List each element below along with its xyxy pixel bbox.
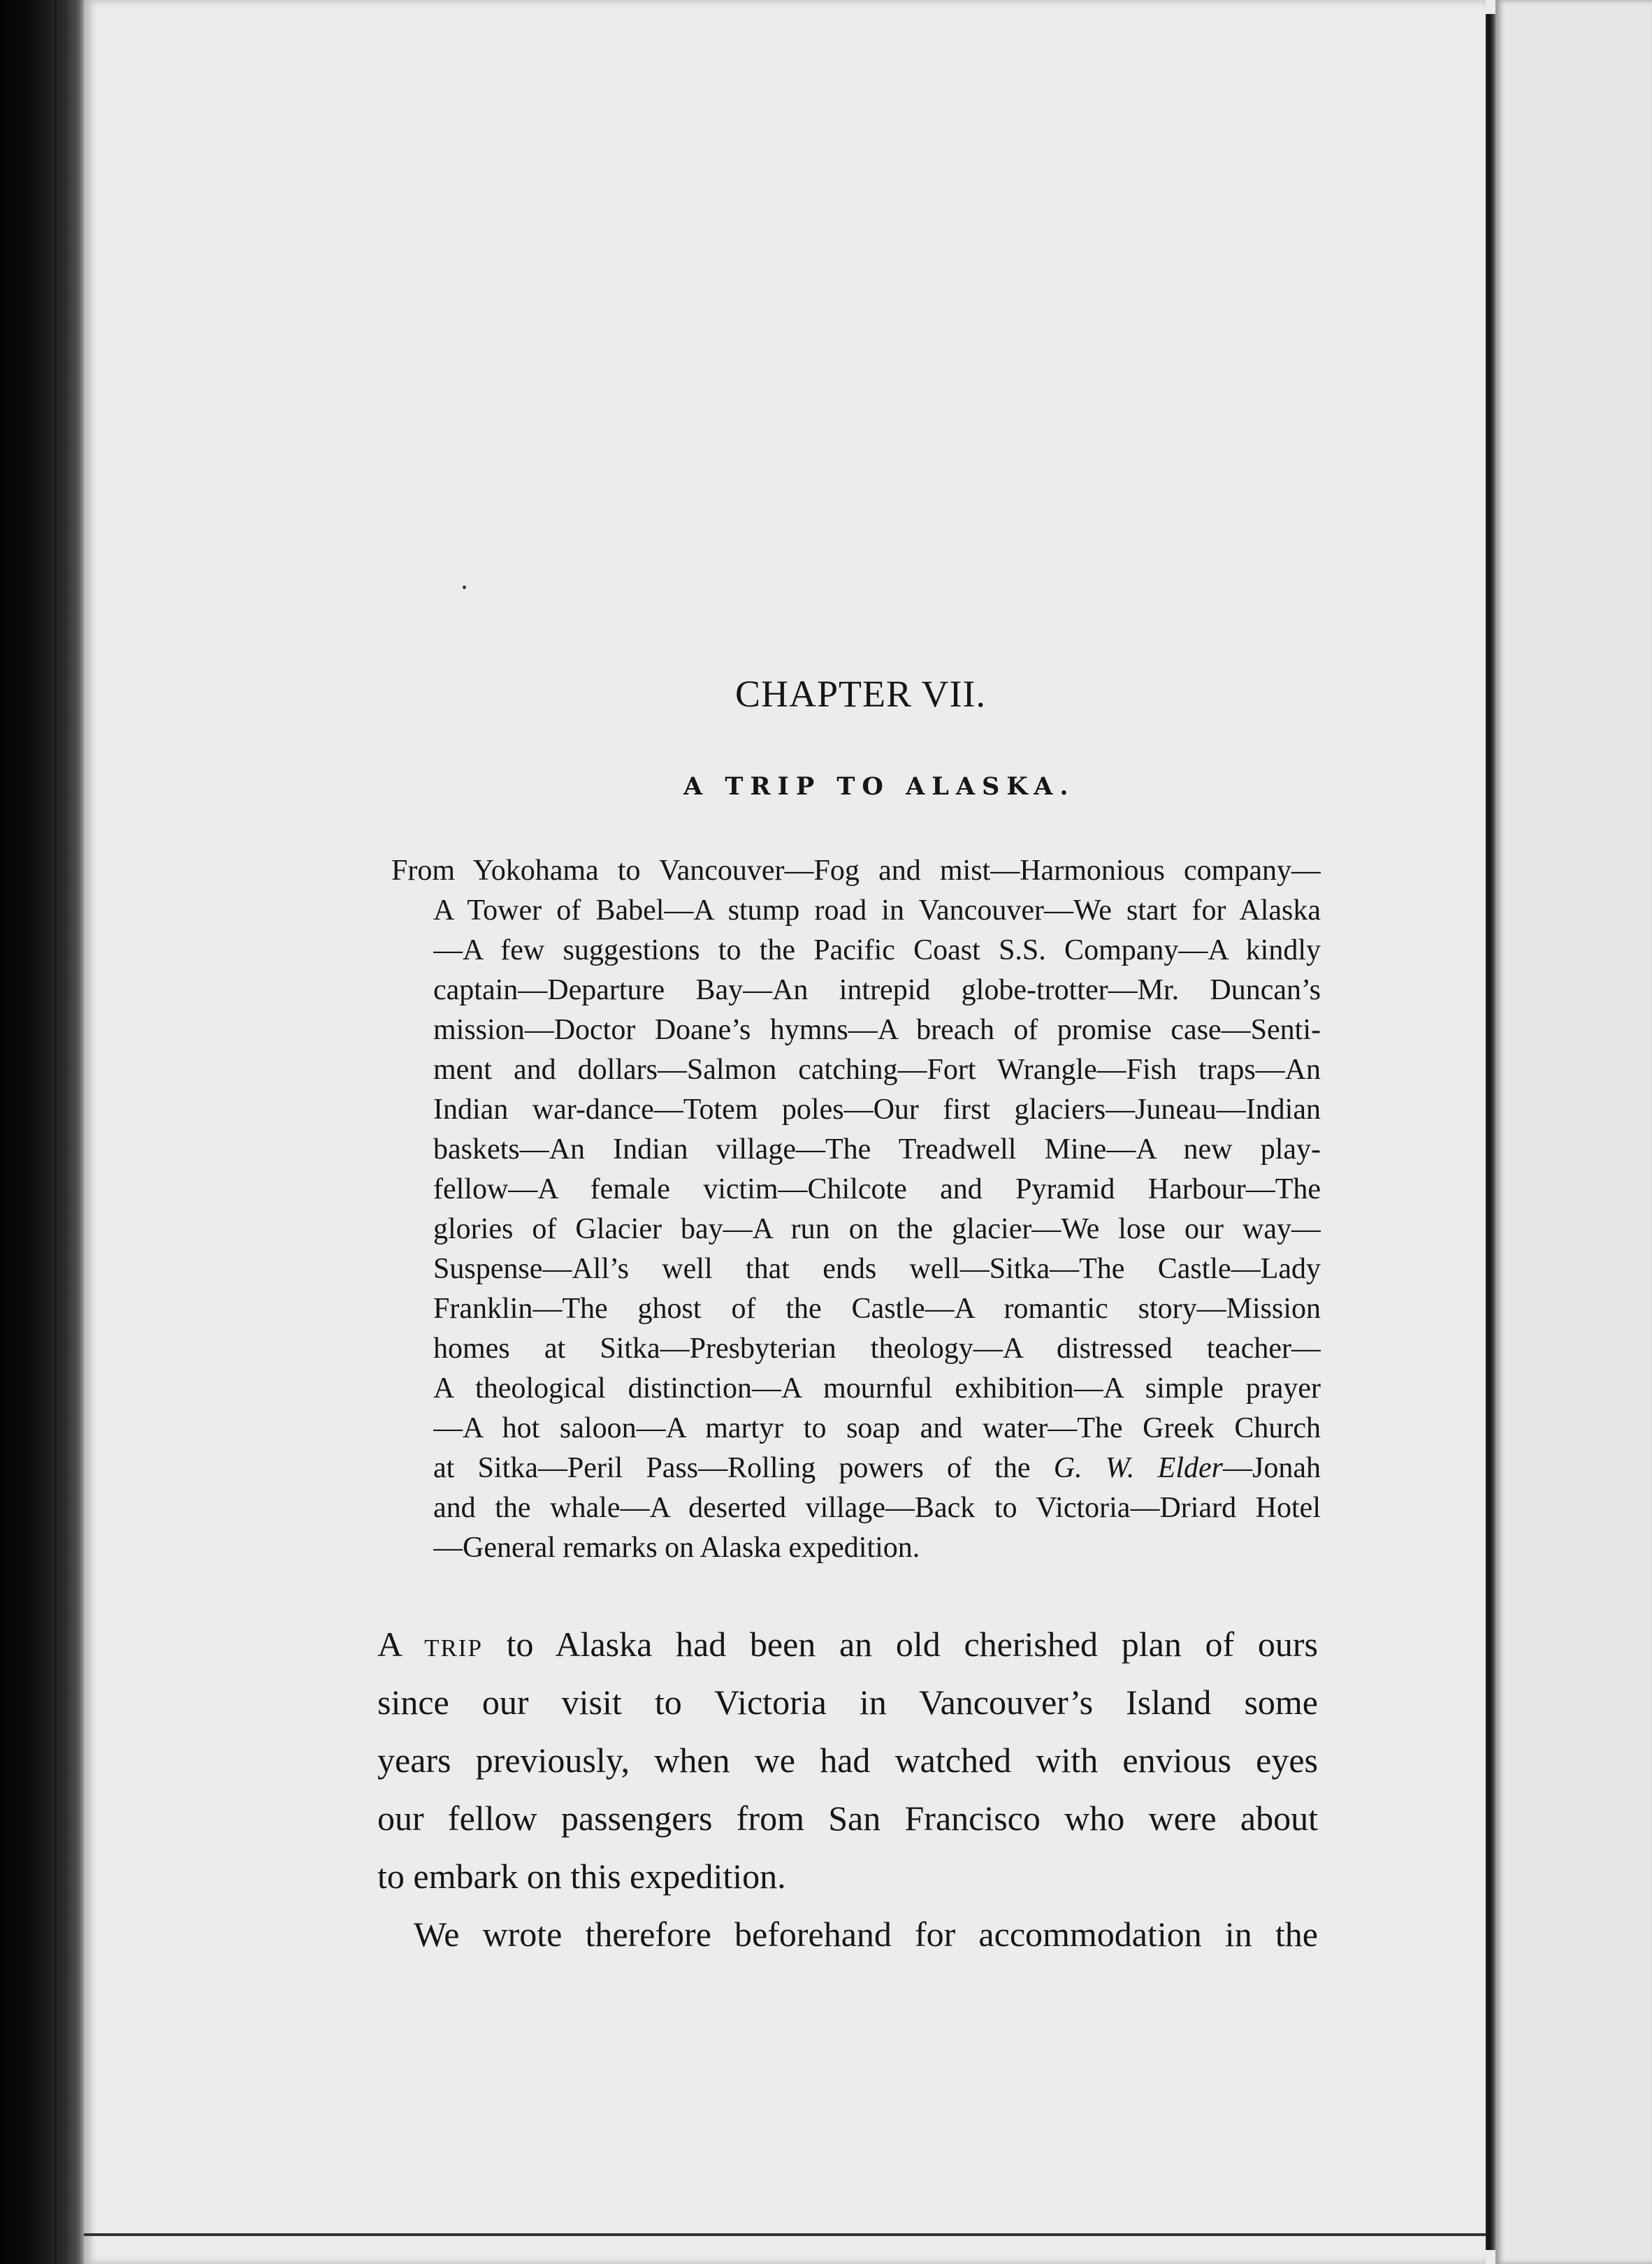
ship-name: G. W. Elder [1053,1452,1223,1484]
synopsis-line: Indian war-dance—Totem poles—Our first glaciers—Juneau—Indian [433,1094,1321,1126]
body-line: to embark on this expedition. [377,1857,786,1896]
synopsis-line: and the whale—A deserted village—Back to Victoria—Driard Hotel [433,1492,1321,1524]
body-line: We wrote therefore beforehand for accommodation in the [414,1915,1318,1954]
synopsis-line: fellow—A female victim—Chilcote and Pyramid Harbour—The [433,1173,1321,1205]
synopsis-line: —General remarks on Alaska expedition. [433,1532,920,1564]
synopsis-line: A Tower of Babel—A stump road in Vancouver—We start for Alaska [433,894,1321,927]
synopsis-text: —Jonah [1223,1452,1321,1484]
body-line-text: to Alaska had been an old cherished plan of ours [482,1625,1318,1664]
drop-word: A [377,1625,401,1664]
synopsis-line: captain—Departure Bay—An intrepid globe-trotter—Mr. Duncan’s [433,974,1321,1006]
chapter-synopsis [391,851,1321,1568]
synopsis-line: Franklin—The ghost of the Castle—A romantic story—Mission [433,1293,1321,1325]
synopsis-line: Suspense—All’s well that ends well—Sitka—The Castle—Lady [433,1253,1321,1285]
body-line: years previously, when we had watched with envious eyes [377,1741,1318,1780]
body-line: our fellow passengers from San Francisco who were about [377,1799,1318,1838]
synopsis-line: homes at Sitka—Presbyterian theology—A distressed teacher— [433,1333,1321,1365]
synopsis-line: A theological distinction—A mournful exhibition—A simple prayer [433,1372,1321,1405]
synopsis-line: From Yokohama to Vancouver—Fog and mist—Harmonious company— [391,855,1321,887]
body-line: since our visit to Victoria in Vancouver’s Island some [377,1683,1318,1722]
synopsis-text: at Sitka—Peril Pass—Rolling powers of the [433,1452,1054,1484]
synopsis-line: glories of Glacier bay—A run on the glacier—We lose our way— [433,1213,1321,1245]
synopsis-line: baskets—An Indian village—The Treadwell Mine—A new play- [433,1133,1321,1166]
synopsis-line: —A few suggestions to the Pacific Coast S.S. Company—A kindly [433,934,1321,966]
chapter-title: CHAPTER VII. [735,673,987,715]
small-caps-word: trip [424,1625,483,1664]
synopsis-line: —A hot saloon—A martyr to soap and water—The Greek Church [433,1412,1321,1444]
body-text [377,1616,1318,1964]
chapter-subtitle: A TRIP TO ALASKA. [683,772,1075,801]
synopsis-line [433,1449,1321,1488]
synopsis-line: ment and dollars—Salmon catching—Fort Wrangle—Fish traps—An [433,1054,1321,1086]
body-line [377,1616,1318,1674]
synopsis-line: mission—Doctor Doane’s hymns—A breach of promise case—Senti- [433,1014,1321,1046]
